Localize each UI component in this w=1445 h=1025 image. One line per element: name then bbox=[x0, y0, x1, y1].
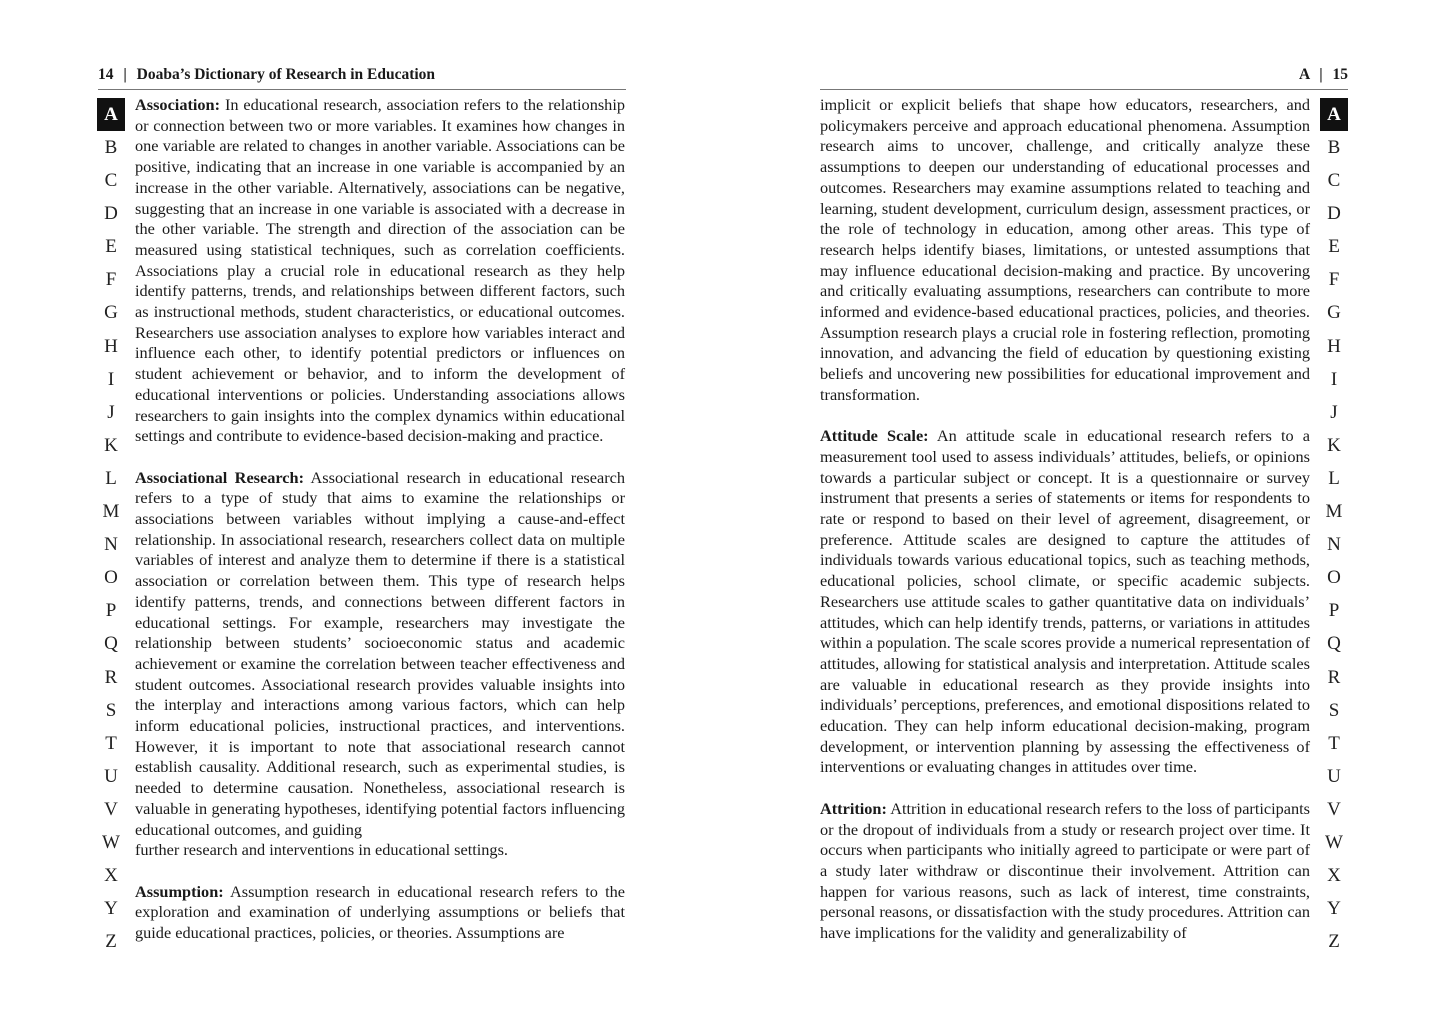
alpha-tab-o: O bbox=[1327, 567, 1341, 589]
entry-definition: Attrition in educational research refers to the loss of participants or the dropout of individuals from a study or research project over time. It occurs when participants who initially agreed to participate or were part of a study later withdraw or discontinue their involvement. Attrition can happen for various reasons, such as lack of interest, time constraints, personal reasons, or dissatisfaction with the study procedures. Attrition can have implications for the validity and generalizability of bbox=[820, 798, 1311, 943]
alpha-tab-d: D bbox=[1327, 203, 1341, 225]
alpha-tab-p: P bbox=[105, 600, 117, 622]
alpha-tab-z: Z bbox=[105, 931, 117, 953]
alpha-tab-a: A bbox=[1320, 98, 1348, 131]
alpha-tab-l: L bbox=[1328, 467, 1340, 489]
entry-term: Assumption: bbox=[135, 881, 224, 901]
alpha-tab-y: Y bbox=[1327, 898, 1341, 920]
alpha-tab-s: S bbox=[1328, 699, 1340, 721]
entry-assumption bbox=[135, 882, 625, 944]
alpha-tab-i: I bbox=[107, 368, 115, 390]
alphabet-index-right bbox=[1320, 98, 1348, 958]
entry-definition: Associational research in educational research refers to a type of study that aims to examine the relationships or associations between variables without implying a cause-and-effect relationship. In associational research, researchers collect data on multiple variables of interest and analyze them to determine if there is a statistical association or correlation between them. This type of research helps identify patterns, trends, and connections between different factors in educational settings. For example, researchers may investigate the relationship between students’ socioeconomic status and academic achievement or examine the correlation between teacher effectiveness and student outcomes. Associational research provides valuable insights into the interplay and interactions among various factors, which can help inform educational policies, instructional practices, and interventions. However, it is important to note that associational research cannot establish causality. Additional research, such as experimental studies, is needed to determine causation. Nonetheless, associational research is valuable in generating hypotheses, identifying potential factors influencing educational outcomes, and guiding bbox=[135, 467, 626, 839]
alpha-tab-v: V bbox=[104, 798, 118, 820]
alpha-tab-k: K bbox=[104, 434, 118, 456]
alpha-tab-x: X bbox=[104, 865, 118, 887]
alpha-tab-g: G bbox=[1327, 302, 1341, 324]
alpha-tab-d: D bbox=[104, 203, 118, 225]
alpha-tab-i: I bbox=[1330, 368, 1338, 390]
right-page bbox=[722, 0, 1445, 1025]
entry-associational-research bbox=[135, 468, 625, 841]
alpha-tab-w: W bbox=[102, 831, 120, 853]
alpha-tab-y: Y bbox=[104, 898, 118, 920]
alpha-tab-x: X bbox=[1327, 865, 1341, 887]
alpha-tab-r: R bbox=[1327, 666, 1341, 688]
alpha-tab-z: Z bbox=[1328, 931, 1340, 953]
entry-term: Attitude Scale: bbox=[820, 426, 929, 446]
alpha-tab-c: C bbox=[104, 170, 118, 192]
alpha-tab-o: O bbox=[104, 567, 118, 589]
alpha-tab-e: E bbox=[1328, 236, 1340, 258]
alpha-tab-w: W bbox=[1325, 831, 1343, 853]
running-head-right bbox=[1299, 64, 1348, 86]
header-separator: | bbox=[123, 66, 127, 83]
header-rule bbox=[820, 89, 1348, 90]
alpha-tab-u: U bbox=[1327, 765, 1341, 787]
header-rule bbox=[98, 89, 626, 90]
text-column-left bbox=[135, 95, 625, 944]
entry-term: Association: bbox=[135, 95, 221, 114]
entry-association bbox=[135, 95, 625, 447]
section-letter: A bbox=[1298, 66, 1310, 83]
entry-attitude-scale bbox=[820, 426, 1310, 778]
alpha-tab-s: S bbox=[105, 699, 117, 721]
text-column-right bbox=[820, 95, 1310, 944]
running-head-left bbox=[98, 64, 435, 86]
alpha-tab-a: A bbox=[97, 98, 125, 131]
entry-definition: implicit or explicit beliefs that shape how educators, researchers, and policymakers perceive and approach educational phenomena. Assumption research aims to uncover, challenge, and critically analyze these assumptions to deepen our understanding of educational processes and outcomes. Researchers may examine assumptions related to teaching and learning, student development, curriculum design, assessment practices, or the role of technology in education, among other areas. This type of research helps identify biases, limitations, or untested assumptions that may influence educational decision-making and practice. By uncovering and critically evaluating assumptions, researchers can contribute to more informed and evidence-based educational practices, policies, and theories. Assumption research plays a crucial role in fostering reflection, promoting innovation, and advancing the field of education by questioning existing beliefs and uncovering new possibilities for educational improvement and transformation. bbox=[820, 95, 1310, 404]
book-title: Doaba’s Dictionary of Research in Education bbox=[136, 66, 436, 83]
alpha-tab-r: R bbox=[104, 666, 118, 688]
alpha-tab-p: P bbox=[1328, 600, 1340, 622]
alpha-tab-m: M bbox=[102, 501, 120, 523]
alpha-tab-q: Q bbox=[1327, 633, 1341, 655]
entry-continuation-line: further research and interventions in educational settings. bbox=[135, 840, 508, 860]
entry-attrition bbox=[820, 799, 1310, 944]
alpha-tab-t: T bbox=[1328, 732, 1340, 754]
page-number: 14 bbox=[98, 66, 114, 83]
page-number: 15 bbox=[1332, 66, 1348, 83]
alphabet-index-left bbox=[97, 98, 125, 958]
alpha-tab-n: N bbox=[1327, 534, 1341, 556]
entry-assumption-continued bbox=[820, 95, 1310, 406]
entry-definition: Assumption research in educational research refers to the exploration and examination of underlying assumptions or beliefs that guide educational practices, policies, or theories. Assumptions are bbox=[135, 881, 625, 943]
alpha-tab-h: H bbox=[104, 335, 118, 357]
alpha-tab-j: J bbox=[107, 401, 115, 423]
alpha-tab-f: F bbox=[105, 269, 117, 291]
alpha-tab-l: L bbox=[105, 467, 117, 489]
alpha-tab-h: H bbox=[1327, 335, 1341, 357]
alpha-tab-t: T bbox=[105, 732, 117, 754]
alpha-tab-c: C bbox=[1327, 170, 1341, 192]
alpha-tab-j: J bbox=[1330, 401, 1338, 423]
alpha-tab-g: G bbox=[104, 302, 118, 324]
alpha-tab-b: B bbox=[1327, 137, 1341, 158]
entry-term: Attrition: bbox=[820, 798, 887, 818]
alpha-tab-m: M bbox=[1325, 501, 1343, 523]
left-page bbox=[0, 0, 722, 1025]
alpha-tab-v: V bbox=[1327, 798, 1341, 820]
entry-term: Associational Research: bbox=[135, 467, 305, 487]
alpha-tab-f: F bbox=[1328, 269, 1340, 291]
entry-definition: An attitude scale in educational research refers to a measurement tool used to assess individuals’ attitudes, beliefs, or opinions towards a particular subject or concept. It is a questionnaire or survey instrument that presents a series of statements or items for respondents to rate or respond to based on their level of agreement, disagreement, or preference. Attitude scales are designed to capture the attitudes of individuals towards various educational topics, such as teaching methods, educational policies, school climate, or specific academic subjects. Researchers use attitude scales to gather quantitative data on individuals’ attitudes, which can help identify trends, patterns, or variations in attitudes within a population. The scale scores provide a numerical representation of attitudes, allowing for statistical analysis and interpretation. Attitude scales are valuable in educational research as they provide insights into individuals’ perceptions, preferences, and emotional dispositions related to education. They can help inform educational decision-making, program development, or intervention planning by assessing the effectiveness of interventions or evaluating changes in attitudes over time. bbox=[820, 426, 1311, 777]
alpha-tab-e: E bbox=[105, 236, 117, 258]
alpha-tab-u: U bbox=[104, 765, 118, 787]
alpha-tab-q: Q bbox=[104, 633, 118, 655]
alpha-tab-n: N bbox=[104, 534, 118, 556]
entry-definition: In educational research, association refers to the relationship or connection between two or more variables. It examines how changes in one variable are related to changes in another variable. Associations can be positive, indicating that an increase in one variable is accompanied by an increase in the other variable. Alternatively, associations can be negative, suggesting that an increase in one variable is associated with a decrease in the other variable. The strength and direction of the association can be measured using statistical techniques, such as correlation coefficients. Associations play a crucial role in educational research as they help identify patterns, trends, and relationships between different factors, such as instructional methods, student characteristics, or educational outcomes. Researchers use association analyses to explore how variables interact and influence each other, to identify potential predictors or influences on student achievement or behavior, and to inform the development of educational interventions or policies. Understanding associations allows researchers to gain insights into the complex dynamics within educational settings and contribute to evidence-based decision-making and practice. bbox=[135, 95, 625, 446]
alpha-tab-b: B bbox=[104, 137, 118, 158]
header-separator: | bbox=[1319, 66, 1323, 83]
alpha-tab-k: K bbox=[1327, 434, 1341, 456]
